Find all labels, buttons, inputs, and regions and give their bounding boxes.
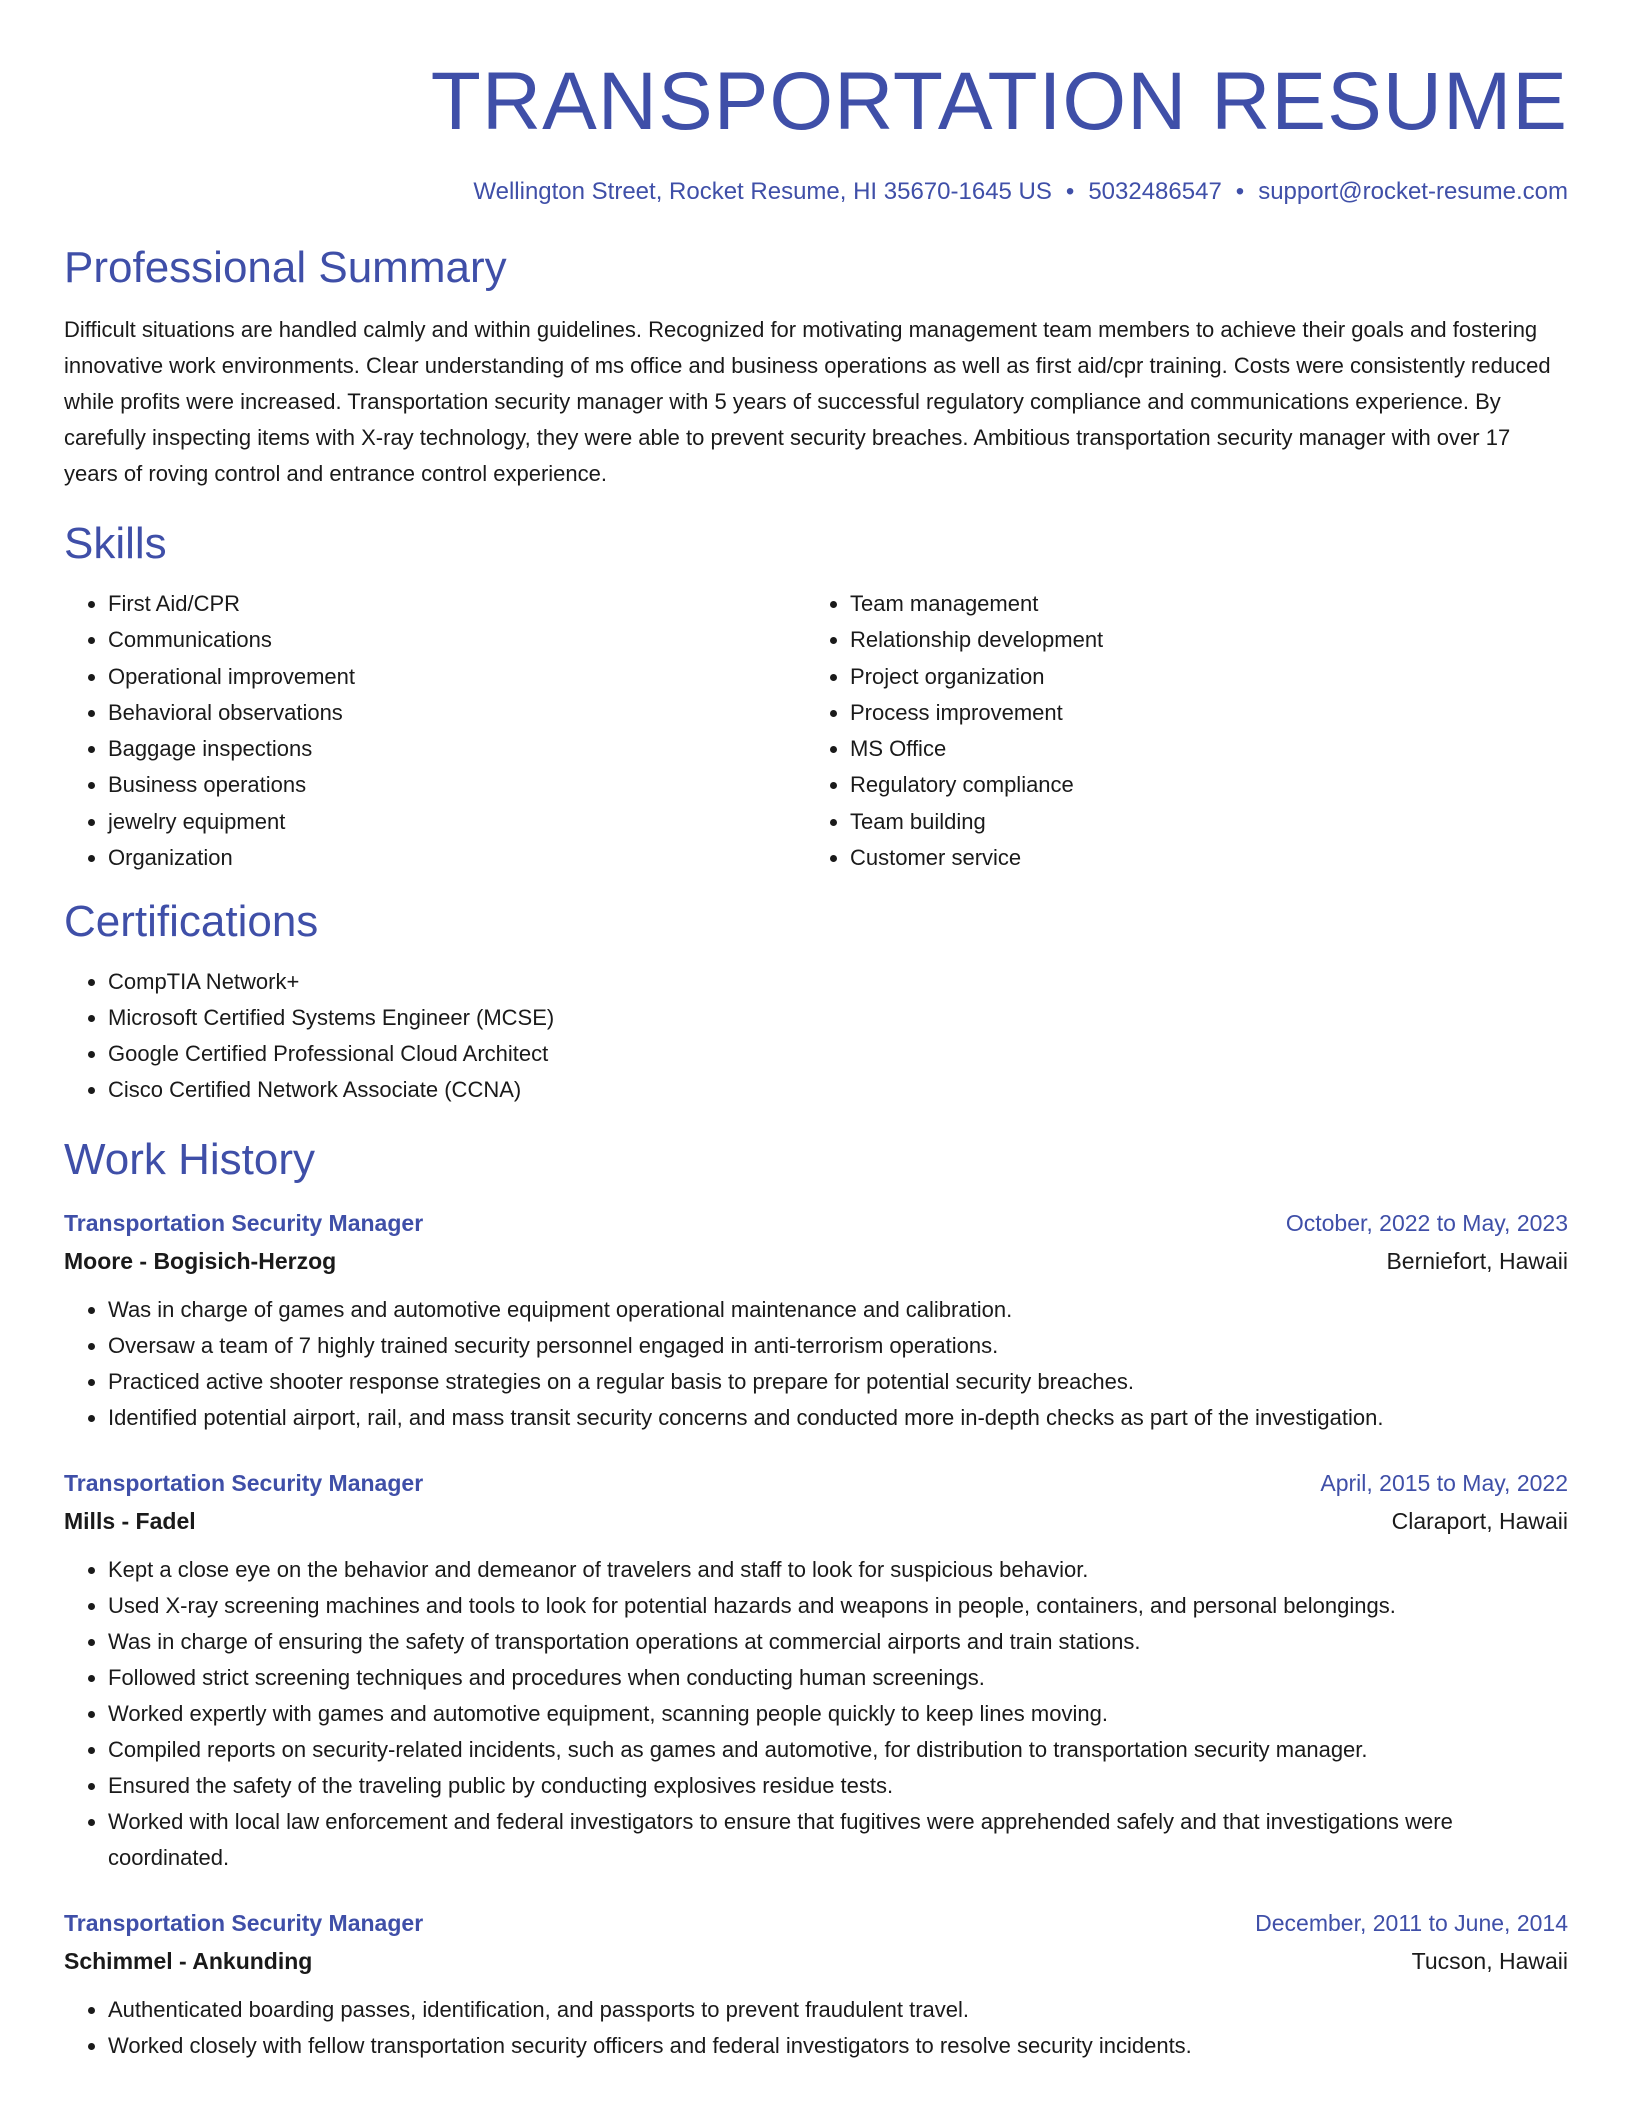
job-bullet: • Authenticated boarding passes, identification, and passports to prevent fraudulent travel. (108, 1992, 1568, 2028)
skill-item: • MS Office (850, 731, 1548, 767)
contact-separator: • (1235, 178, 1245, 205)
skill-item: • Process improvement (850, 695, 1548, 731)
certification-item: • CompTIA Network+ (108, 964, 1568, 1000)
job-bullet: • Identified potential airport, rail, and mass transit security concerns and conducted more in-depth checks as part of the investigation. (108, 1400, 1568, 1436)
contact-line (64, 176, 1568, 208)
skill-item: • Team building (850, 804, 1548, 840)
job-bullets (64, 1552, 1568, 1876)
job-location: Berniefort, Hawaii (1386, 1248, 1568, 1275)
job-company: Schimmel - Ankunding (64, 1948, 313, 1975)
job-header-row (64, 1204, 1568, 1242)
job-location: Claraport, Hawaii (1391, 1508, 1568, 1535)
resume-header (64, 0, 1568, 208)
skill-item: • Project organization (850, 659, 1548, 695)
summary-text: Difficult situations are handled calmly and within guidelines. Recognized for motivating management team members to achieve their goals and fostering innovative work environments. Clear understanding of ms office and business operations as well as first aid/cpr training. Costs were consistently reduced while profits were increased. Transportation security manager with 5 years of successful regulatory compliance and communications experience. By carefully inspecting items with X-ray technology, they were able to prevent security breaches. Ambitious transportation security manager with over 17 years of roving control and entrance control experience. (64, 317, 1551, 486)
job-bullets (64, 1992, 1568, 2064)
job-entry (64, 1204, 1568, 1436)
job-bullet: • Was in charge of ensuring the safety of transportation operations at commercial airports and train stations. (108, 1624, 1568, 1660)
job-bullets (64, 1292, 1568, 1436)
job-company-row (64, 1502, 1568, 1540)
section-title-work-history: Work History (64, 1135, 315, 1185)
job-title: Transportation Security Manager (64, 1470, 424, 1497)
job-dates: October, 2022 to May, 2023 (1285, 1210, 1568, 1237)
section-title-certifications: Certifications (64, 897, 319, 947)
skill-item: • Behavioral observations (108, 695, 806, 731)
job-title: Transportation Security Manager (64, 1910, 424, 1937)
skill-item: • Regulatory compliance (850, 767, 1548, 803)
job-bullet: • Worked with local law enforcement and federal investigators to ensure that fugitives were apprehended safely and that investigations were coordinated. (108, 1804, 1568, 1876)
job-bullet: • Ensured the safety of the traveling public by conducting explosives residue tests. (108, 1768, 1568, 1804)
job-header-row (64, 1464, 1568, 1502)
job-company-row (64, 1942, 1568, 1980)
job-title: Transportation Security Manager (64, 1210, 424, 1237)
skills-grid (64, 586, 1568, 876)
contact-separator: • (1065, 178, 1075, 205)
job-bullet: • Worked closely with fellow transportation security officers and federal investigators to resolve security incidents. (108, 2028, 1568, 2064)
job-location: Tucson, Hawaii (1411, 1948, 1568, 1975)
job-entry (64, 1464, 1568, 1876)
contact-address: Wellington Street, Rocket Resume, HI 35670-1645 US (473, 178, 1052, 205)
certification-item: • Google Certified Professional Cloud Architect (108, 1036, 1568, 1072)
job-bullet: • Kept a close eye on the behavior and demeanor of travelers and staff to look for suspicious behavior. (108, 1552, 1568, 1588)
skill-item: • Relationship development (850, 622, 1548, 658)
skills-list-left (64, 586, 806, 876)
job-company-row (64, 1242, 1568, 1280)
skill-item: • Organization (108, 840, 806, 876)
job-bullet: • Was in charge of games and automotive equipment operational maintenance and calibration. (108, 1292, 1568, 1328)
certifications-section (64, 896, 1568, 1108)
skills-list-right (806, 586, 1548, 876)
skill-item: • First Aid/CPR (108, 586, 806, 622)
certification-item: • Microsoft Certified Systems Engineer (MCSE) (108, 1000, 1568, 1036)
job-company: Moore - Bogisich-Herzog (64, 1248, 337, 1275)
skill-item: • jewelry equipment (108, 804, 806, 840)
work-history-section (64, 1134, 1568, 2064)
job-bullet: • Oversaw a team of 7 highly trained security personnel engaged in anti-terrorism operations. (108, 1328, 1568, 1364)
professional-summary-section (64, 242, 1568, 492)
job-bullet: • Worked expertly with games and automotive equipment, scanning people quickly to keep lines moving. (108, 1696, 1568, 1732)
section-title-skills: Skills (64, 519, 167, 568)
certification-item: • Cisco Certified Network Associate (CCNA) (108, 1072, 1568, 1108)
contact-email[interactable]: support@rocket-resume.com (1258, 178, 1568, 205)
section-title-summary: Professional Summary (64, 243, 507, 292)
job-bullet: • Practiced active shooter response strategies on a regular basis to prepare for potential security breaches. (108, 1364, 1568, 1400)
skill-item: • Customer service (850, 840, 1548, 876)
resume-name: TRANSPORTATION RESUME (430, 56, 1568, 147)
skill-item: • Business operations (108, 767, 806, 803)
skill-item: • Operational improvement (108, 659, 806, 695)
job-bullet: • Followed strict screening techniques and procedures when conducting human screenings. (108, 1660, 1568, 1696)
job-header-row (64, 1904, 1568, 1942)
skills-section (64, 518, 1568, 876)
skill-item: • Baggage inspections (108, 731, 806, 767)
job-company: Mills - Fadel (64, 1508, 196, 1535)
skill-item: • Team management (850, 586, 1548, 622)
job-bullet: • Used X-ray screening machines and tools to look for potential hazards and weapons in people, containers, and personal belongings. (108, 1588, 1568, 1624)
certifications-list (64, 964, 1568, 1108)
job-dates: April, 2015 to May, 2022 (1320, 1470, 1568, 1497)
job-bullet: • Compiled reports on security-related incidents, such as games and automotive, for distribution to transportation security manager. (108, 1732, 1568, 1768)
contact-phone: 5032486547 (1088, 178, 1222, 205)
job-entry (64, 1904, 1568, 2064)
job-dates: December, 2011 to June, 2014 (1255, 1910, 1568, 1937)
skill-item: • Communications (108, 622, 806, 658)
